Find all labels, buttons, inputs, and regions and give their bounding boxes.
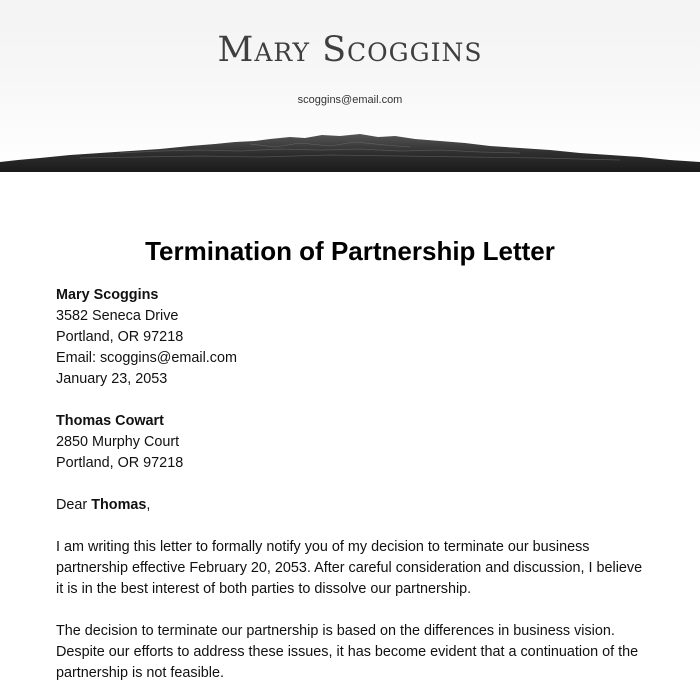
sender-city: Portland, OR 97218: [56, 329, 184, 345]
recipient-block: [56, 411, 656, 474]
letter-date: January 23, 2053: [56, 371, 168, 387]
letterhead: [0, 0, 700, 172]
recipient-city: Portland, OR 97218: [56, 455, 184, 471]
recipient-name: Thomas Cowart: [56, 413, 164, 429]
salutation-prefix: Dear: [56, 497, 92, 513]
body-paragraph-2: The decision to terminate our partnership is based on the differences in business vision. Despite our efforts to address these issues, it has become evident that a continuation of the partnership is not feasible.: [56, 623, 639, 681]
salutation: [56, 495, 656, 516]
sender-block: [56, 285, 656, 390]
sender-name: Mary Scoggins: [56, 287, 159, 303]
letter-title: Termination of Partnership Letter: [145, 236, 555, 266]
sender-street: 3582 Seneca Drive: [56, 308, 179, 324]
salutation-name: Thomas: [91, 497, 147, 513]
recipient-street: 2850 Murphy Court: [56, 434, 180, 450]
salutation-suffix: ,: [146, 497, 151, 513]
sender-email: Email: scoggins@email.com: [56, 350, 237, 366]
mountain-silhouette-image: [0, 120, 700, 172]
letterhead-name: Mary Scoggins: [217, 30, 483, 70]
letterhead-email: scoggins@email.com: [297, 94, 403, 106]
body-paragraph-1: I am writing this letter to formally notify you of my decision to terminate our business partnership effective February 20, 2053. After careful consideration and discussion, I believe it is in the best interest of both parties to dissolve our partnership.: [56, 539, 643, 597]
